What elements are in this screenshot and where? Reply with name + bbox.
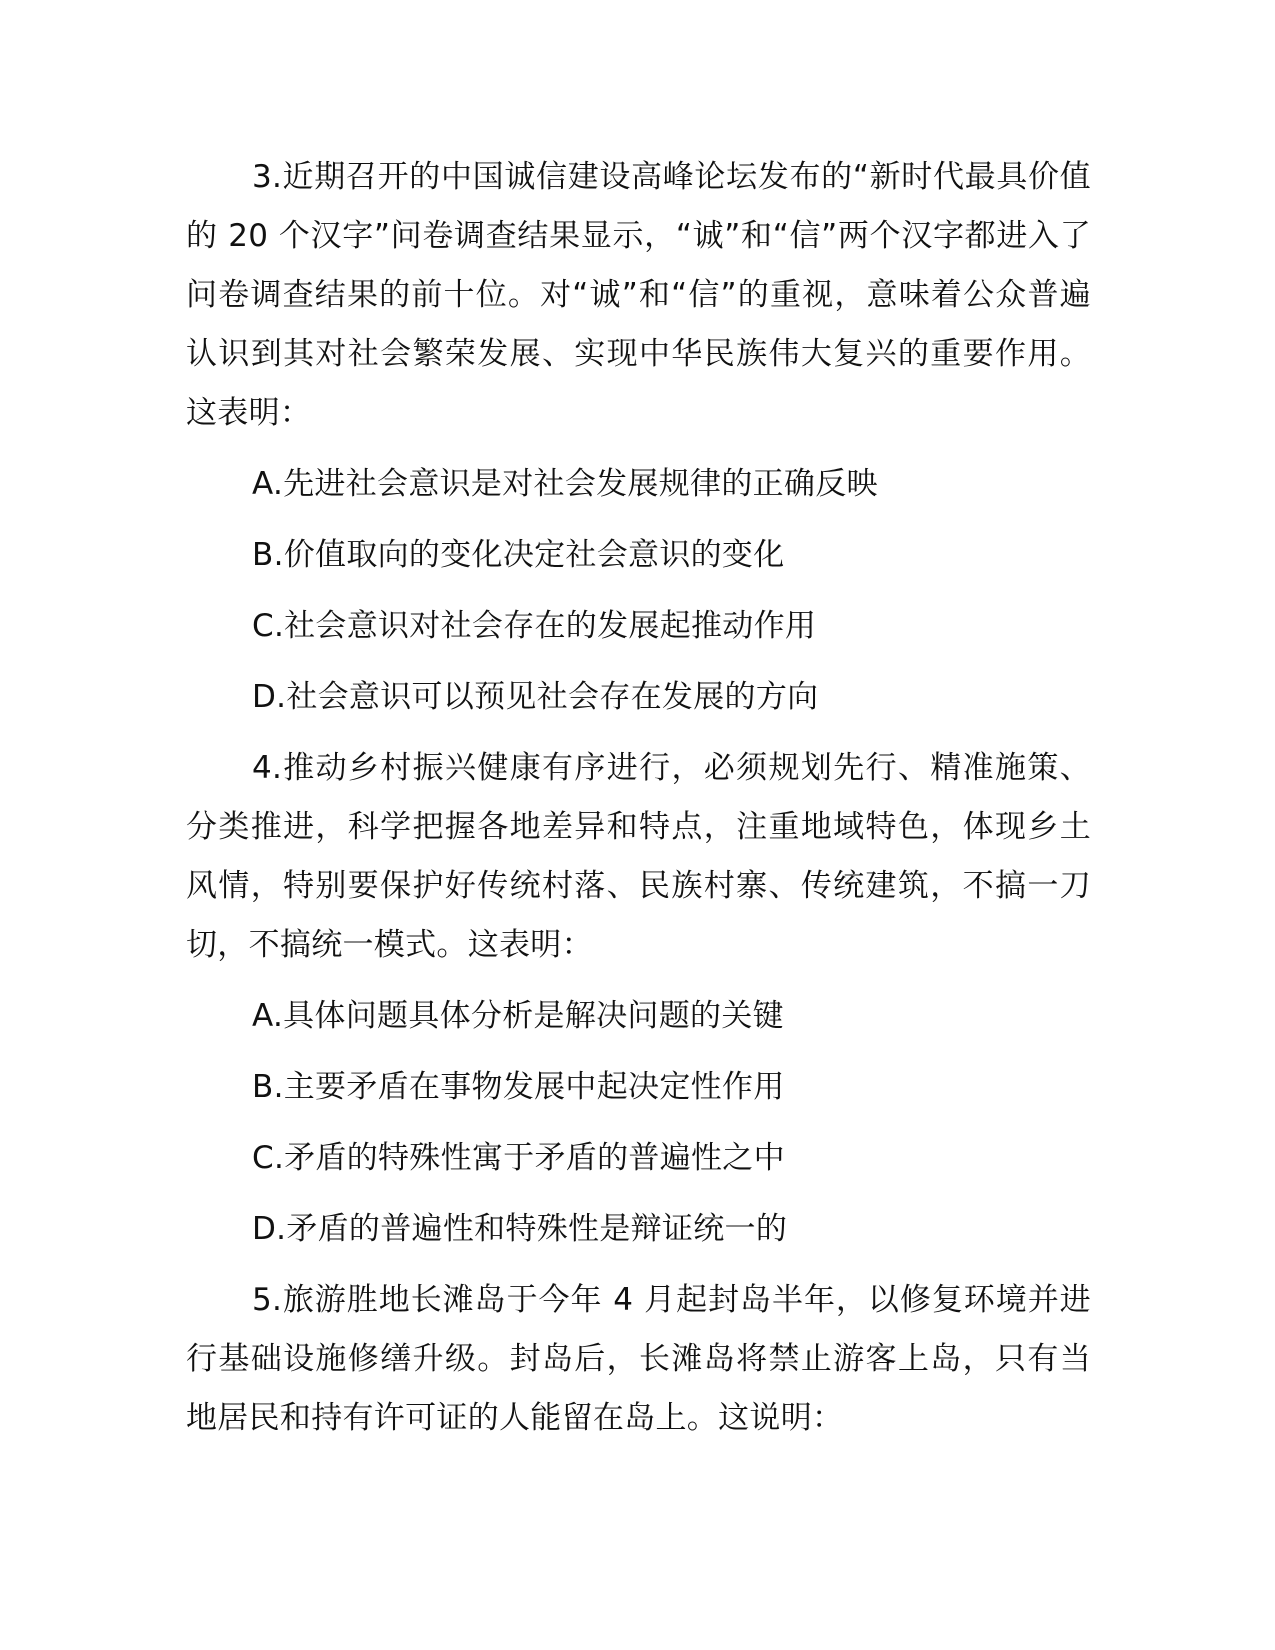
option-c: C.矛盾的特殊性寓于矛盾的普遍性之中 [252,1140,785,1176]
option-a: A.具体问题具体分析是解决问题的关键 [252,998,784,1034]
option-c: C.社会意识对社会存在的发展起推动作用 [252,608,817,644]
option-d: D.矛盾的普遍性和特殊性是辩证统一的 [252,1211,788,1247]
question-5 [186,1271,1091,1448]
option-d: D.社会意识可以预见社会存在发展的方向 [252,679,819,715]
question-stem: 4.推动乡村振兴健康有序进行，必须规划先行、精准施策、分类推进，科学把握各地差异和特点，注重地域特色，体现乡土风情，特别要保护好传统村落、民族村寨、传统建筑，不搞一刀切，不搞统一模式。这表明： [186,750,1091,963]
option-list [186,449,1091,733]
option-a: A.先进社会意识是对社会发展规律的正确反映 [252,466,878,502]
question-stem: 3.近期召开的中国诚信建设高峰论坛发布的“新时代最具价值的 20 个汉字”问卷调查结果显示，“诚”和“信”两个汉字都进入了问卷调查结果的前十位。对“诚”和“信”的重视，意味着公众普遍认识到其对社会繁荣发展、实现中华民族伟大复兴的重要作用。这表明： [186,159,1091,431]
question-4 [186,739,1091,1265]
option-b: B.主要矛盾在事物发展中起决定性作用 [252,1069,785,1105]
option-b: B.价值取向的变化决定社会意识的变化 [252,537,785,573]
question-3 [186,148,1091,733]
question-stem: 5.旅游胜地长滩岛于今年 4 月起封岛半年，以修复环境并进行基础设施修缮升级。封岛后，长滩岛将禁止游客上岛，只有当地居民和持有许可证的人能留在岛上。这说明： [186,1282,1091,1436]
document-page [186,148,1091,1448]
option-list [186,981,1091,1265]
